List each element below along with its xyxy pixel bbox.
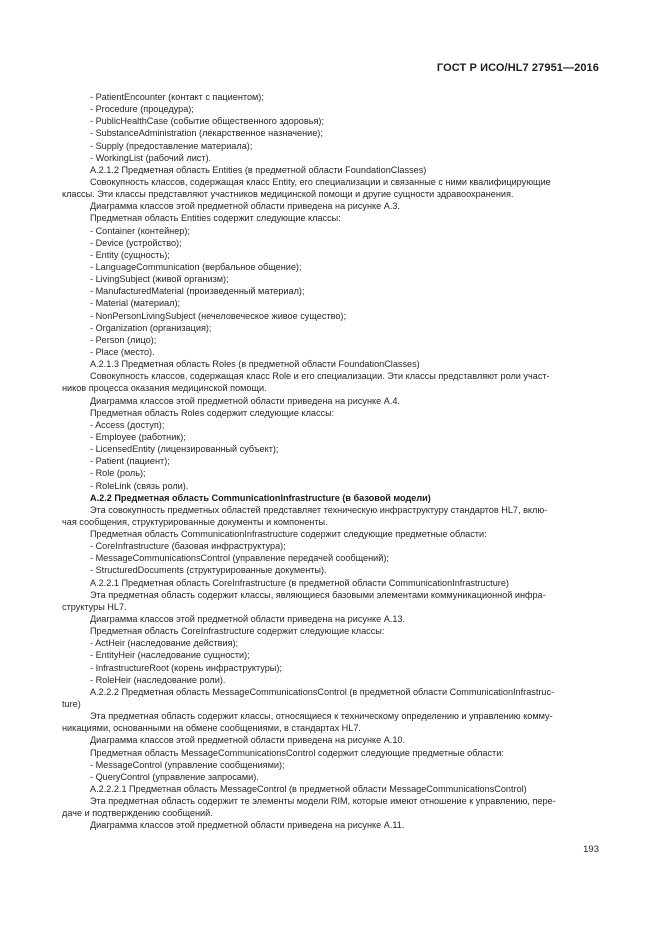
text-line: A.2.2.1 Предметная область CoreInfrastructure (в предметной области CommunicationInfrastructure) bbox=[90, 577, 509, 588]
text-line: - Person (лицо); bbox=[90, 334, 157, 345]
text-line: A.2.2.2 Предметная область MessageCommunicationsControl (в предметной области CommunicationInfrastruc- bbox=[90, 686, 555, 697]
text-line: - LanguageCommunication (вербальное общение); bbox=[90, 261, 302, 272]
text-line: - ActHeir (наследование действия); bbox=[90, 638, 239, 649]
text-line: Эта предметная область содержит классы, являющиеся базовыми элементами коммуникационной инфра- bbox=[90, 589, 546, 600]
text-line: Совокупность классов, содержащая класс Role и его специализации. Эти классы представляют роли участ- bbox=[90, 371, 550, 382]
text-line: - NonPersonLivingSubject (нечеловеческое живое существо); bbox=[90, 310, 346, 321]
text-line: - Device (устройство); bbox=[90, 237, 182, 248]
text-line: - Employee (работник); bbox=[90, 431, 186, 442]
text-line: Эта предметная область содержит те элементы модели RIM, которые имеют отношение к управлению, пере- bbox=[90, 796, 556, 807]
text-line: - MessageCommunicationsControl (управление передачей сообщений); bbox=[90, 553, 389, 564]
text-line: - MessageControl (управление сообщениями); bbox=[90, 759, 285, 770]
page-number: 193 bbox=[583, 844, 599, 855]
text-line: - Access (доступ); bbox=[90, 419, 165, 430]
text-line: A.2.2.2.1 Предметная область MessageControl (в предметной области MessageCommunicationsControl) bbox=[90, 784, 527, 795]
text-line: - Entity (сущность); bbox=[90, 249, 170, 260]
text-line: классы. Эти классы представляют участников медицинской помощи и другие сущности здравоохранения. bbox=[62, 189, 514, 200]
text-line: - Organization (организация); bbox=[90, 322, 212, 333]
text-line: Диаграмма классов этой предметной области приведена на рисунке А.10. bbox=[90, 735, 406, 746]
text-line: Диаграмма классов этой предметной области приведена на рисунке А.3. bbox=[90, 201, 400, 212]
text-line: Совокупность классов, содержащая класс Entity, его специализации и связанные с ними квалифицирующие bbox=[90, 176, 551, 187]
text-line: - Container (контейнер); bbox=[90, 225, 190, 236]
text-line: ture) bbox=[62, 699, 81, 710]
body-text bbox=[62, 91, 602, 832]
text-line: - ManufacturedMaterial (произведенный материал); bbox=[90, 286, 305, 297]
text-line: Эта совокупность предметных областей представляет техническую инфраструктуру стандартов HL7, вклю- bbox=[90, 504, 548, 515]
text-line: - StructuredDocuments (структурированные документы). bbox=[90, 565, 327, 576]
text-line: Предметная область Entities содержит следующие классы: bbox=[90, 213, 341, 224]
text-line: Диаграмма классов этой предметной области приведена на рисунке А.13. bbox=[90, 614, 406, 625]
text-line: A.2.1.2 Предметная область Entities (в предметной области FoundationClasses) bbox=[90, 164, 427, 175]
text-line: Диаграмма классов этой предметной области приведена на рисунке А.11. bbox=[90, 820, 405, 831]
text-line: - EntityHeir (наследование сущности); bbox=[90, 650, 250, 661]
text-line: - CoreInfrastructure (базовая инфраструктура); bbox=[90, 541, 286, 552]
text-line: - WorkingList (рабочий лист). bbox=[90, 152, 212, 163]
text-line: - PublicHealthCase (событие общественного здоровья); bbox=[90, 116, 324, 127]
text-line: даче и подтверждению сообщений. bbox=[62, 808, 213, 819]
text-line: - PatientEncounter (контакт с пациентом); bbox=[90, 92, 264, 102]
text-line: никациями, основанными на обмене сообщениями, в стандартах HL7. bbox=[62, 723, 361, 734]
section-heading: A.2.2 Предметная область CommunicationInfrastructure (в базовой модели) bbox=[90, 492, 431, 503]
text-line: - Patient (пациент); bbox=[90, 456, 170, 467]
text-line: - RoleHeir (наследование роли). bbox=[90, 674, 226, 685]
text-line: ников процесса оказания медицинской помощи. bbox=[62, 383, 267, 394]
text-line: - Supply (предоставление материала); bbox=[90, 140, 253, 151]
standard-header: ГОСТ Р ИСО/HL7 27951—2016 bbox=[436, 62, 599, 74]
text-line: Предметная область CoreInfrastructure содержит следующие классы: bbox=[90, 626, 385, 637]
text-line: - Material (материал); bbox=[90, 298, 181, 309]
text-line: - Role (роль); bbox=[90, 468, 146, 479]
text-line: - QueryControl (управление запросами). bbox=[90, 771, 259, 782]
text-line: A.2.1.3 Предметная область Roles (в предметной области FoundationClasses) bbox=[90, 359, 420, 370]
text-line: Предметная область MessageCommunicationsControl содержит следующие предметные области: bbox=[90, 747, 504, 758]
text-line: Предметная область CommunicationInfrastructure содержит следующие предметные области: bbox=[90, 529, 487, 540]
text-line: Предметная область Roles содержит следующие классы: bbox=[90, 407, 335, 418]
text-line: - InfrastructureRoot (корень инфраструктуры); bbox=[90, 662, 282, 673]
text-line: - Procedure (процедура); bbox=[90, 104, 194, 115]
text-line: - SubstanceAdministration (лекарственное назначение); bbox=[90, 128, 323, 139]
text-line: - Place (место). bbox=[90, 346, 155, 357]
text-line: - LivingSubject (живой организм); bbox=[90, 274, 229, 285]
text-line: - RoleLink (связь роли). bbox=[90, 480, 189, 491]
text-line: структуры HL7. bbox=[62, 601, 127, 612]
text-line: - LicensedEntity (лицензированный субъект); bbox=[90, 444, 279, 455]
text-line: чая сообщения, структурированные документы и компоненты. bbox=[62, 516, 328, 527]
text-line: Диаграмма классов этой предметной области приведена на рисунке А.4. bbox=[90, 395, 400, 406]
text-line: Эта предметная область содержит классы, относящиеся к техническому определению и управлению комму- bbox=[90, 711, 553, 722]
